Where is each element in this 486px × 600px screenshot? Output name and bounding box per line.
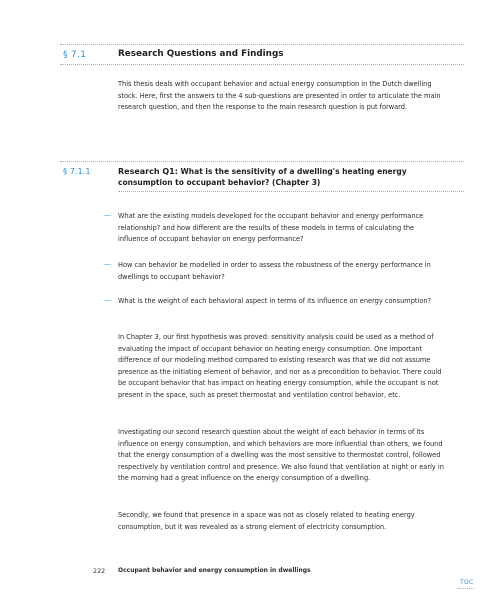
page-number: 222 [93,567,106,575]
subsection-top-rule [60,161,464,162]
section-top-rule [60,44,464,45]
subsection-number: § 7.1.1 [63,166,91,176]
toc-underline [458,588,474,589]
body-paragraph: Investigating our second research question about the weight of each behavior in terms of its influence on energy consumption, and which behaviors are more influential than others, we found that the energy consumption of a dwelling was the most sensitive to thermostat control, followed respectively by ventilation control and presence. We also found that ventilation at night or early in the morning had a great influence on the energy consumption of a dwelling. [118,428,444,483]
section-bottom-rule [60,64,464,65]
section-number: § 7.1 [63,49,87,60]
toc-link[interactable]: TOC [460,579,474,586]
section-intro-paragraph [118,79,444,114]
question-dash-2: — [104,260,111,268]
question-item: What are the existing models developed for the occupant behavior and energy performance relationship? and how different are the results of these models in terms of calculating the influence of occupant behavior on energy performance? [118,212,424,244]
subsection-title-lead: Research Q1: [118,167,178,176]
subsection-title-rest: What is the sensitivity of a dwelling's heating energy consumption to occupant behavior? (Chapter 3) [118,167,407,187]
body-paragraph: In Chapter 3, our first hypothesis was proved: sensitivity analysis could be used as a method of evaluating the impact of occupant behavior on heating energy consumption. One important difference of our modeling method compared to existing research was that we did not assume presence as the initiating element of behavior, and nor as a precondition to behavior. There could be occupant behavior that has impact on heating energy consumption, while the occupant is not present in the space, such as preset thermostat and ventilation control behavior, etc. [118,333,442,399]
question-dash-1: — [104,211,111,219]
section-title: Research Questions and Findings [118,49,284,59]
body-paragraph: Secondly, we found that presence in a space was not as closely related to heating energy consumption, but it was revealed as a strong element of electricity consumption. [118,511,415,531]
question-item: How can behavior be modelled in order to assess the robustness of the energy performance in dwellings to occupant behavior? [118,261,431,281]
question-item: What is the weight of each behavioral aspect in terms of its influence on energy consumption? [118,297,432,305]
question-dash-3: — [104,296,111,304]
subsection-title [118,166,418,188]
subsection-bottom-rule [118,191,464,192]
running-title: Occupant behavior and energy consumption in dwellings [118,567,311,574]
intro-text: This thesis deals with occupant behavior and actual energy consumption in the Dutch dwelling stock. Here, first the answers to the 4 sub-questions are presented in order to articulate the main research question, and then the response to the main research question is put forward. [118,80,441,112]
